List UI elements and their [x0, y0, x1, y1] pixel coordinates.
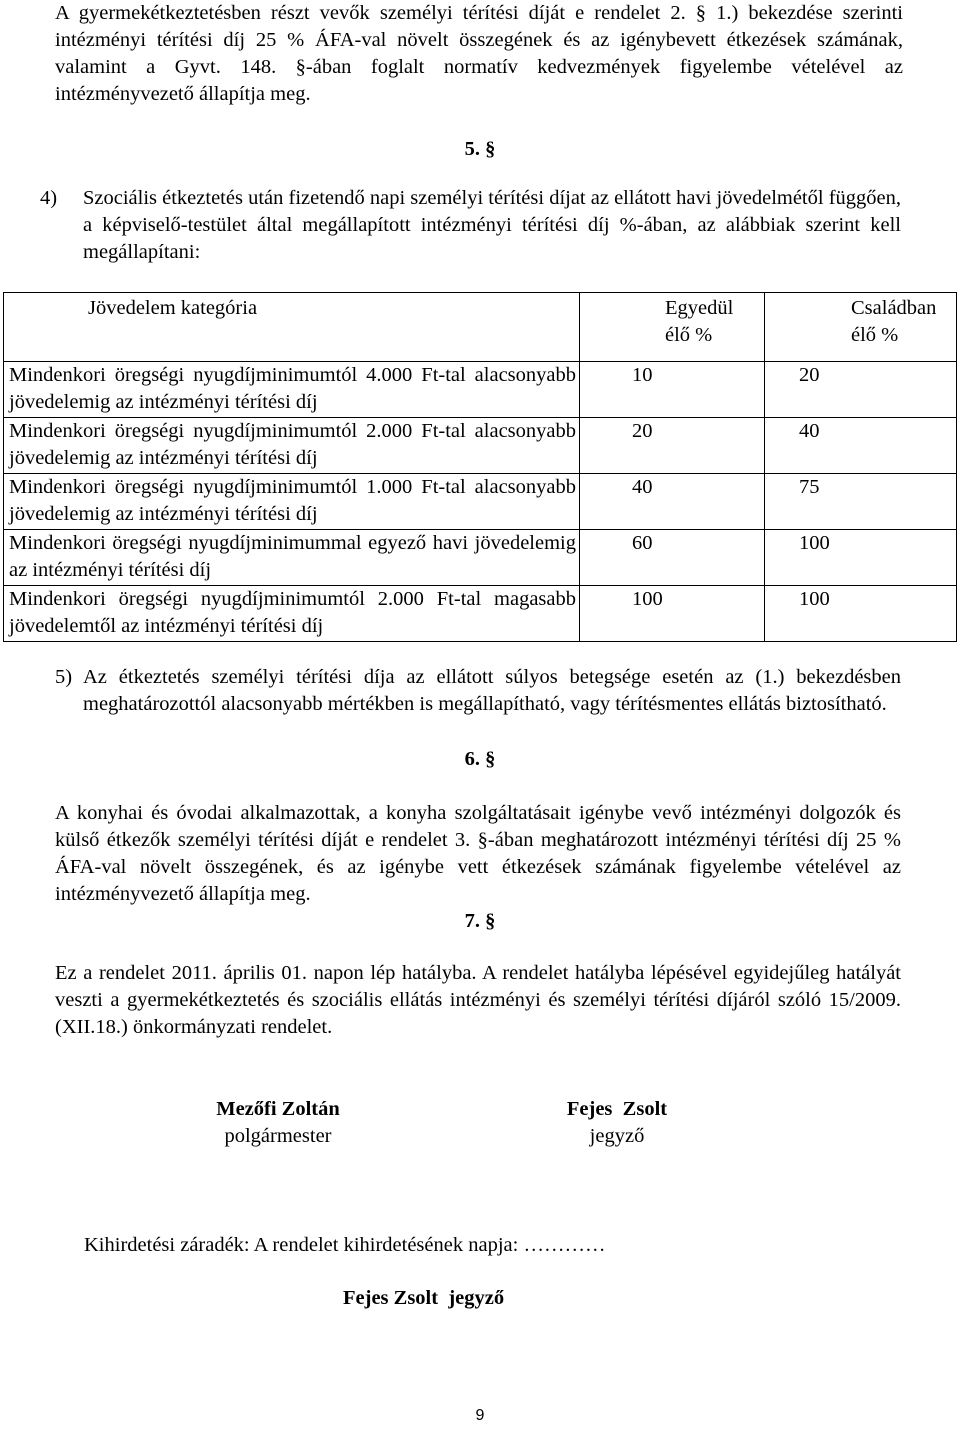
header-living-in-family — [765, 293, 957, 362]
row-family-value: 75 — [765, 474, 957, 530]
signature-title: jegyző — [589, 1125, 645, 1147]
header-living-in-family-label: Családban élő % — [851, 297, 937, 346]
row-family-value: 20 — [765, 362, 957, 418]
income-category-table — [3, 292, 957, 642]
row-alone-value: 60 — [580, 530, 765, 586]
section-7-heading: 7. § — [464, 910, 496, 932]
table-row — [4, 474, 957, 530]
row-alone-value: 20 — [580, 418, 765, 474]
row-category: Mindenkori öregségi nyugdíjminimumtól 4.000 Ft-tal alacsonyabb jövedelemig az intézményi térítési díj — [4, 362, 580, 418]
paragraph-5-number: 5) — [55, 666, 73, 688]
signature-name: Fejes Zsolt — [566, 1098, 668, 1120]
section-5-heading: 5. § — [464, 138, 496, 160]
section-6-heading: 6. § — [464, 748, 496, 770]
row-family-value: 40 — [765, 418, 957, 474]
signature-notary — [517, 1096, 717, 1150]
signature-name: Mezőfi Zoltán — [216, 1098, 340, 1120]
row-family-value: 100 — [765, 586, 957, 642]
paragraph-4-number: 4) — [40, 187, 58, 209]
table-row — [4, 530, 957, 586]
table-row — [4, 586, 957, 642]
row-category: Mindenkori öregségi nyugdíjminimumtól 1.000 Ft-tal alacsonyabb jövedelemig az intézményi térítési díj — [4, 474, 580, 530]
announcement-clause: Kihirdetési záradék: A rendelet kihirdetésének napja: ………… — [84, 1234, 606, 1256]
section-7-text: Ez a rendelet 2011. április 01. napon lép hatályba. A rendelet hatályba lépésével egyidejűleg hatályát veszti a gyermekétkeztetés és szociális ellátás intézményi és személyi térítési díjáról szóló 15/2009. (XII.18.) önkormányzati rendelet. — [55, 962, 901, 1038]
table-header-row — [4, 293, 957, 362]
row-alone-value: 40 — [580, 474, 765, 530]
row-category: Mindenkori öregségi nyugdíjminimumtól 2.000 Ft-tal magasabb jövedelemtől az intézményi térítési díj — [4, 586, 580, 642]
final-signature: Fejes Zsolt jegyző — [343, 1287, 505, 1309]
row-category: Mindenkori öregségi nyugdíjminimumtól 2.000 Ft-tal alacsonyabb jövedelemig az intézményi térítési díj — [4, 418, 580, 474]
paragraph-5-text: Az étkeztetés személyi térítési díja az ellátott súlyos betegsége esetén az (1.) bekezdésben meghatározottól alacsonyabb mértékben is megállapítható, vagy térítésmentes ellátás biztosítható. — [83, 666, 901, 715]
header-income-category: Jövedelem kategória — [4, 293, 580, 362]
table-row — [4, 362, 957, 418]
row-category: Mindenkori öregségi nyugdíjminimummal egyező havi jövedelemig az intézményi térítési díj — [4, 530, 580, 586]
page-number: 9 — [475, 1407, 485, 1424]
signature-mayor — [178, 1096, 378, 1150]
table-row — [4, 418, 957, 474]
intro-paragraph: A gyermekétkeztetésben részt vevők személyi térítési díját e rendelet 2. § 1.) bekezdése szerinti intézményi térítési díj 25 % ÁFA-val növelt összegének és az igénybevett étkezések számának, valamint a Gyvt. 148. §-ában foglalt normatív kedvezmények figyelembe vételével az intézményvezető állapítja meg. — [55, 2, 903, 105]
paragraph-4-text: Szociális étkeztetés után fizetendő napi személyi térítési díjat az ellátott havi jövedelmétől függően, a képviselő-testület által megállapított intézményi térítési díj %-ában, az alábbiak szerint kell megállapítani: — [83, 187, 901, 263]
row-alone-value: 10 — [580, 362, 765, 418]
row-family-value: 100 — [765, 530, 957, 586]
header-living-alone — [580, 293, 765, 362]
signature-title: polgármester — [224, 1125, 332, 1147]
row-alone-value: 100 — [580, 586, 765, 642]
header-living-alone-label: Egyedül élő % — [665, 297, 734, 346]
section-6-text: A konyhai és óvodai alkalmazottak, a konyha szolgáltatásait igénybe vevő intézményi dolgozók és külső étkezők személyi térítési díját e rendelet 3. §-ában meghatározott intézményi térítési díj 25 % ÁFA-val növelt összegének, és az igénybe vett étkezések számának figyelembe vételével az intézményvezető állapítja meg. — [55, 802, 901, 905]
